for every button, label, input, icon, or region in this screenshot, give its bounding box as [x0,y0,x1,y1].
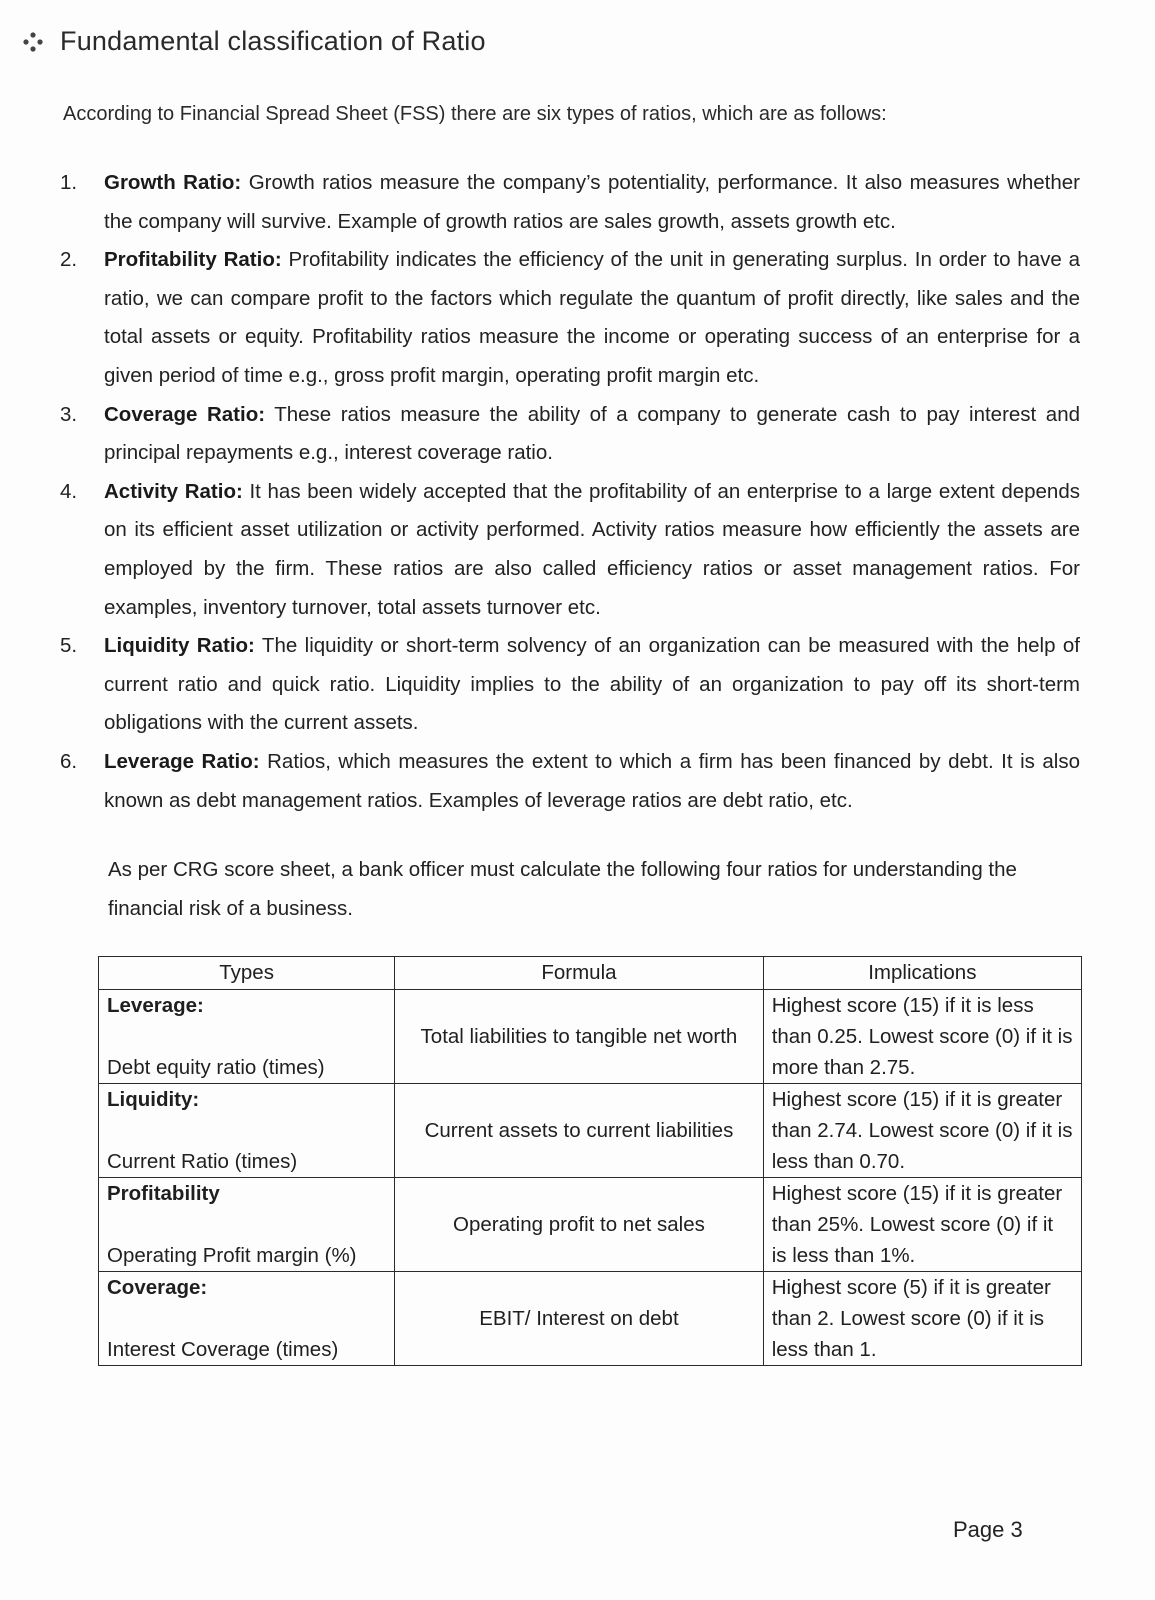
section-heading [22,26,486,57]
section-heading-text: Fundamental classification of Ratio [60,26,486,56]
item-description: Growth ratios measure the company’s potentiality, performance. It also measures whether the company will survive. Example of growth ratios are sales growth, assets growth etc. [104,171,1081,233]
table-row [99,1084,1082,1178]
type-measure: Interest Coverage (times) [107,1338,339,1361]
implication-cell: Highest score (15) if it is less than 0.25. Lowest score (0) if it is more than 2.75. [763,990,1081,1084]
ratio-item-coverage [60,396,1080,473]
header-implications: Implications [763,957,1081,990]
intro-paragraph: According to Financial Spread Sheet (FSS) there are six types of ratios, which are as follows: [63,103,887,125]
type-cell [99,1084,395,1178]
item-number: 4. [60,479,78,503]
table-row [99,1272,1082,1366]
type-cell [99,1178,395,1272]
item-body [104,743,1080,820]
header-formula: Formula [395,957,763,990]
crg-ratio-table [98,956,1082,1366]
item-number: 2. [60,248,78,272]
page-number: Page 3 [953,1517,1023,1542]
table-header-row [99,957,1082,990]
type-measure: Debt equity ratio (times) [107,1056,325,1079]
item-number: 1. [60,171,78,194]
item-term: Activity Ratio: [104,479,243,503]
item-description: These ratios measure the ability of a company to generate cash to pay interest and principal repayments e.g., interest coverage ratio. [104,402,1080,465]
ratio-item-profitability [60,241,1080,395]
crg-note-paragraph: As per CRG score sheet, a bank officer must calculate the following four ratios for understanding the financial risk of a business. [108,858,1017,920]
table-row [99,990,1082,1084]
item-term: Leverage Ratio: [104,749,260,773]
formula-cell: Operating profit to net sales [395,1178,763,1272]
ratio-item-activity [60,473,1080,627]
type-category: Liquidity: [107,1088,200,1111]
item-description: The liquidity or short-term solvency of an organization can be measured with the help of current ratio and quick ratio. Liquidity implies to the ability of an organization to pay off its short-term obligations with the current assets. [104,634,1080,735]
type-measure: Current Ratio (times) [107,1150,298,1173]
item-number: 3. [60,402,78,426]
item-body [104,241,1080,395]
item-description: Profitability indicates the efficiency of the unit in generating surplus. In order to have a ratio, we can compare profit to the factors which regulate the quantum of profit directly, like sales and the total assets or equity. Profitability ratios measure the income or operating success of an enterprise for a given period of time e.g., gross profit margin, operating profit margin etc. [104,248,1080,387]
type-cell [99,1272,395,1366]
item-term: Growth Ratio: [104,171,242,194]
item-description: Ratios, which measures the extent to which a firm has been financed by debt. It is also known as debt management ratios. Examples of leverage ratios are debt ratio, etc. [104,749,1080,812]
formula-cell: Total liabilities to tangible net worth [395,990,763,1084]
item-number: 5. [60,634,78,658]
type-category: Profitability [107,1182,220,1205]
implication-cell: Highest score (5) if it is greater than 2. Lowest score (0) if it is less than 1. [763,1272,1081,1366]
item-body [104,627,1080,743]
type-measure: Operating Profit margin (%) [107,1244,357,1267]
ratio-item-liquidity [60,627,1080,743]
item-body [104,164,1080,241]
ratio-item-growth [60,164,1080,241]
item-number: 6. [60,749,78,773]
type-category: Coverage: [107,1276,208,1299]
item-term: Liquidity Ratio: [104,634,255,658]
implication-cell: Highest score (15) if it is greater than 25%. Lowest score (0) if it is less than 1%. [763,1178,1081,1272]
formula-cell: Current assets to current liabilities [395,1084,763,1178]
ratio-list [60,164,1080,820]
diamond-bullet-icon [22,31,44,53]
item-body [104,473,1080,627]
ratio-item-leverage [60,743,1080,820]
item-body [104,396,1080,473]
type-category: Leverage: [107,994,204,1017]
type-cell [99,990,395,1084]
table-row [99,1178,1082,1272]
formula-cell: EBIT/ Interest on debt [395,1272,763,1366]
implication-cell: Highest score (15) if it is greater than 2.74. Lowest score (0) if it is less than 0.70. [763,1084,1081,1178]
item-description: It has been widely accepted that the profitability of an enterprise to a large extent depends on its efficient asset utilization or activity performed. Activity ratios measure how efficiently the assets are employed by the firm. These ratios are also called efficiency ratios or asset management ratios. For examples, inventory turnover, total assets turnover etc. [104,479,1080,619]
item-term: Profitability Ratio: [104,248,282,272]
item-term: Coverage Ratio: [104,402,266,426]
header-types: Types [99,957,395,990]
